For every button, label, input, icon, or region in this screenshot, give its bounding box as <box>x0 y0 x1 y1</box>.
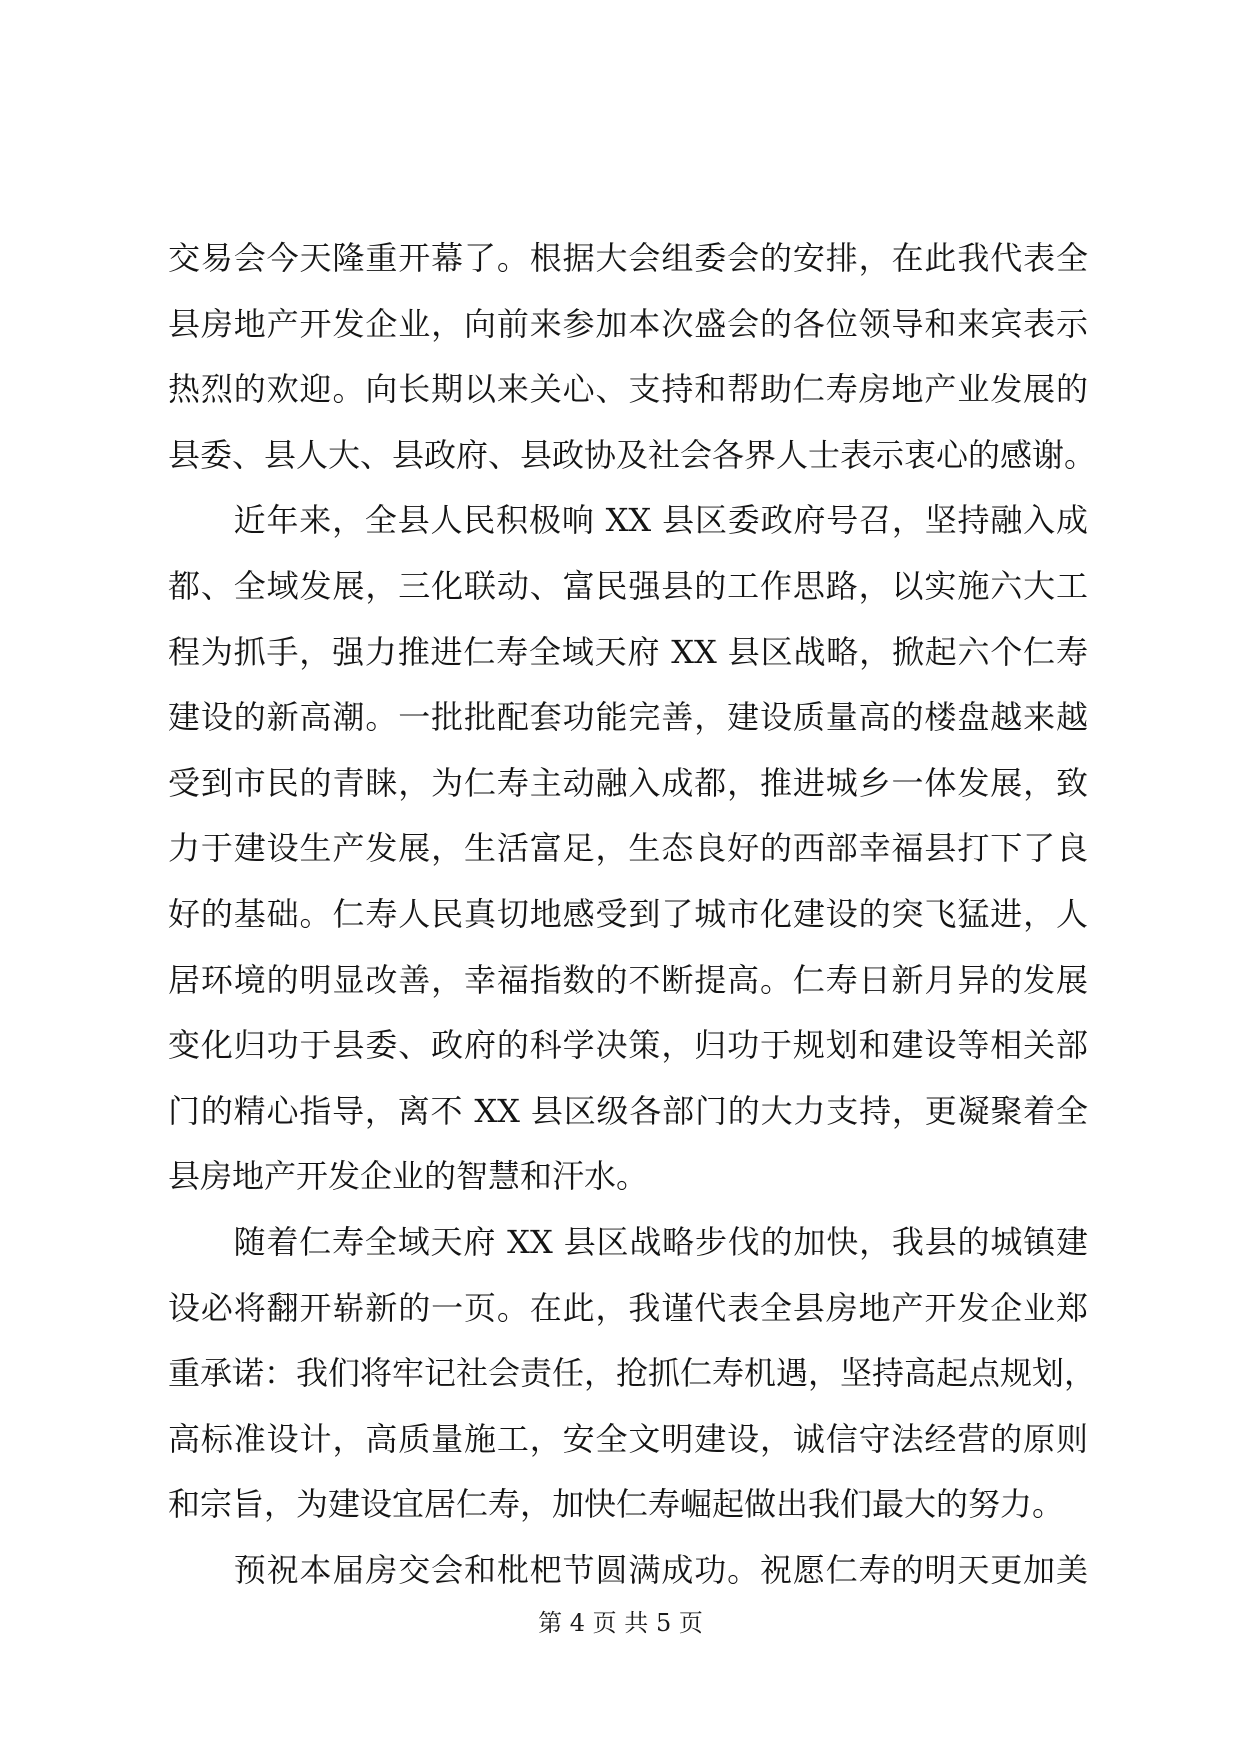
text-line: 居环境的明显改善，幸福指数的不断提高。仁寿日新月异的发展 <box>168 960 1088 999</box>
text-line: 重承诺：我们将牢记社会责任，抢抓仁寿机遇，坚持高起点规划， <box>168 1354 1097 1393</box>
document-body <box>168 226 1097 1603</box>
text-line: 受到市民的青睐，为仁寿主动融入成都，推进城乡一体发展，致 <box>168 763 1088 802</box>
text-line: 热烈的欢迎。向长期以来关心、支持和帮助仁寿房地产业发展的 <box>168 370 1088 409</box>
text-line: 和宗旨，为建设宜居仁寿，加快仁寿崛起做出我们最大的努力。 <box>168 1485 1065 1524</box>
page-footer: 第 4 页 共 5 页 <box>538 1609 703 1637</box>
text-line: 县房地产开发企业的智慧和汗水。 <box>168 1157 649 1196</box>
text-line: 建设的新高潮。一批批配套功能完善，建设质量高的楼盘越来越 <box>168 698 1088 737</box>
text-line: 交易会今天隆重开幕了。根据大会组委会的安排，在此我代表全 <box>168 239 1088 277</box>
text-line: 预祝本届房交会和枇杷节圆满成功。祝愿仁寿的明天更加美 <box>168 1550 1088 1589</box>
text-line: 县委、县人大、县政府、县政协及社会各界人士表示衷心的感谢。 <box>168 435 1097 474</box>
text-line: 县房地产开发企业，向前来参加本次盛会的各位领导和来宾表示 <box>168 304 1088 343</box>
text-line: 设必将翻开崭新的一页。在此，我谨代表全县房地产开发企业郑 <box>168 1288 1088 1327</box>
text-line: 力于建设生产发展，生活富足，生态良好的西部幸福县打下了良 <box>168 829 1088 868</box>
text-line: 随着仁寿全域天府 XX 县区战略步伐的加快，我县的城镇建 <box>168 1222 1088 1261</box>
text-line: 变化归功于县委、政府的科学决策，归功于规划和建设等相关部 <box>168 1026 1088 1065</box>
text-line: 好的基础。仁寿人民真切地感受到了城市化建设的突飞猛进，人 <box>168 894 1088 933</box>
text-line: 都、全域发展，三化联动、富民强县的工作思路，以实施六大工 <box>168 566 1088 605</box>
text-line: 高标准设计，高质量施工，安全文明建设，诚信守法经营的原则 <box>168 1419 1088 1458</box>
text-line: 门的精心指导，离不 XX 县区级各部门的大力支持，更凝聚着全 <box>168 1091 1088 1130</box>
text-line: 程为抓手，强力推进仁寿全域天府 XX 县区战略，掀起六个仁寿 <box>168 632 1088 671</box>
text-line: 近年来，全县人民积极响 XX 县区委政府号召，坚持融入成 <box>168 501 1088 540</box>
